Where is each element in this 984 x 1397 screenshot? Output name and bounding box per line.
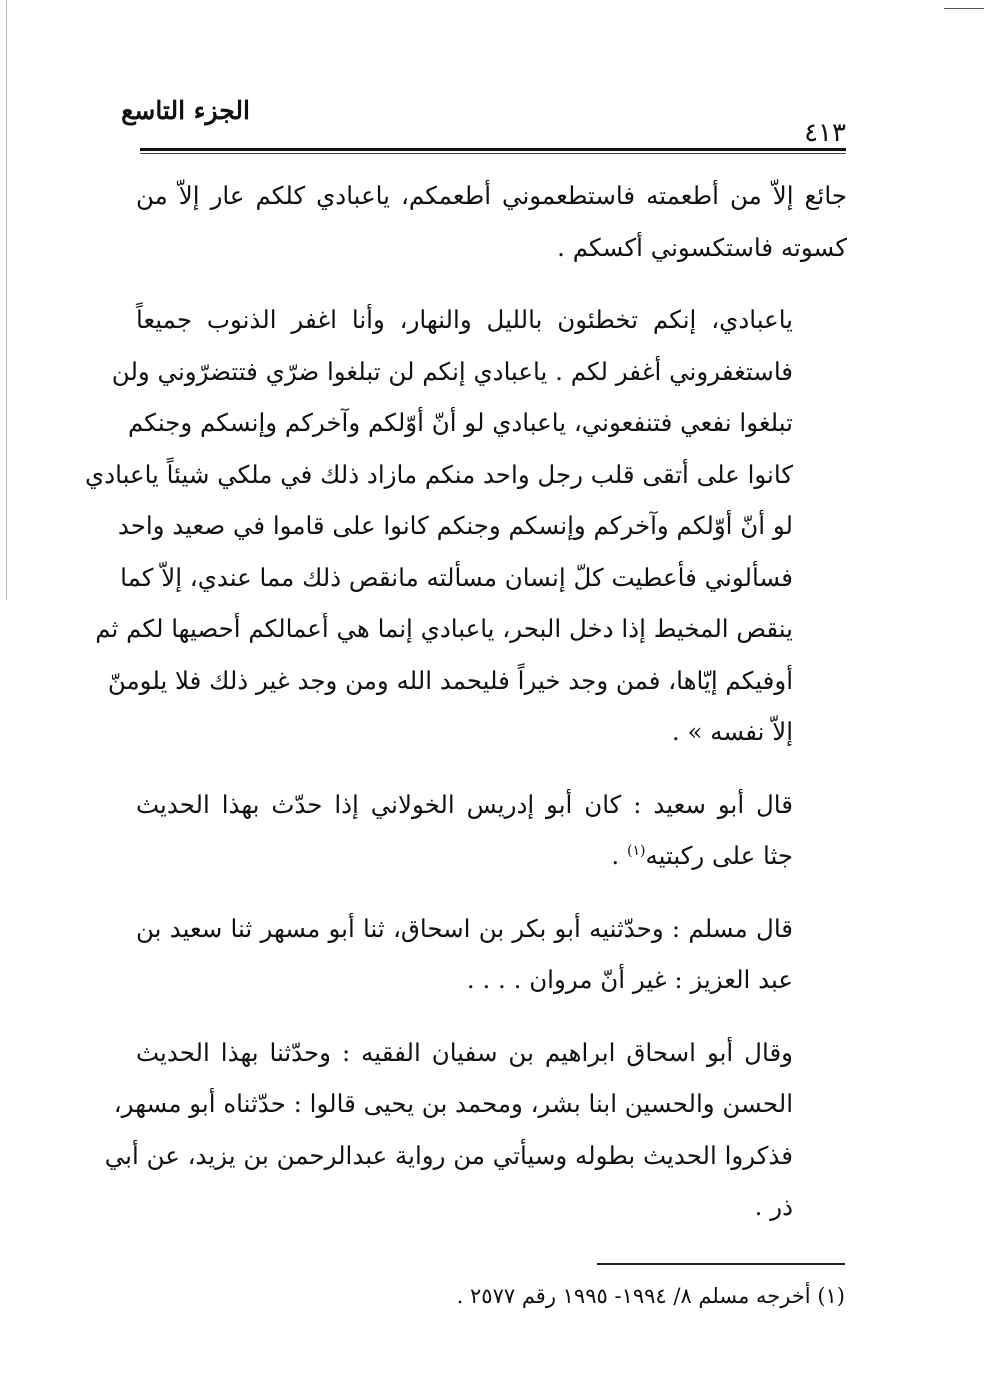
text-line	[136, 830, 847, 882]
paragraph-4	[136, 903, 847, 1006]
paragraph-5	[104, 1027, 847, 1233]
text-line: عبد العزيز : غير أنّ مروان . . . .	[466, 965, 793, 994]
text-line: ينقص المخيط إذا دخل البحر، ياعبادي إنما هي أعمالكم أحصيها لكم ثم	[95, 614, 793, 643]
text-line: إلاّ نفسه » .	[671, 717, 793, 746]
text-line: الحسن والحسين ابنا بشر، ومحمد بن يحيى قالوا : حدّثناه أبو مسهر،	[113, 1089, 793, 1118]
text-line: جائع إلاّ من أطعمته فاستطعموني أطعمكم، ياعبادي كلكم عار إلاّ من	[136, 181, 847, 210]
text-fragment: جثا على ركبتيه	[645, 841, 793, 870]
text-line: تبلغوا نفعي فتنفعوني، ياعبادي لو أنّ أوّلكم وآخركم وإنسكم وجنكم	[128, 408, 793, 437]
paragraph-3	[136, 779, 847, 882]
text-line: فذكروا الحديث بطوله وسيأتي من رواية عبدالرحمن بن يزيد، عن أبي	[104, 1140, 793, 1170]
footnote: (١) أخرجه مسلم ٨/ ١٩٩٤- ١٩٩٥ رقم ٢٥٧٧ .	[456, 1284, 845, 1308]
text-line: ذر .	[754, 1192, 793, 1221]
body-text	[85, 170, 847, 1233]
header-rule-thin	[140, 153, 846, 154]
paragraph-1	[136, 170, 847, 273]
text-line: كانوا على أتقى قلب رجل واحد منكم مازاد ذلك في ملكي شيئاً ياعبادي	[85, 459, 793, 489]
footnote-rule	[597, 1263, 845, 1265]
text-line: كسوته فاستكسوني أكسكم .	[557, 232, 847, 262]
text-line: فاستغفروني أغفر لكم . ياعبادي إنكم لن تبلغوا ضرّي فتتضرّوني ولن	[111, 356, 793, 386]
footnote-marker: (١)	[626, 842, 646, 859]
text-line: لو أنّ أوّلكم وآخركم وإنسكم وجنكم كانوا على قاموا في صعيد واحد	[117, 511, 793, 540]
text-fragment: .	[611, 841, 627, 870]
part-title: الجزء التاسع	[121, 96, 250, 125]
text-line: ياعبادي، إنكم تخطئون بالليل والنهار، وأنا اغفر الذنوب جميعاً	[136, 305, 793, 334]
text-line: أوفيكم إيّاها، فمن وجد خيراً فليحمد الله ومن وجد غير ذلك فلا يلومنّ	[107, 665, 793, 695]
header-rule	[140, 148, 846, 151]
page-number: ٤١٣	[804, 118, 846, 148]
running-header	[121, 88, 846, 158]
text-line: قال أبو سعيد : كان أبو إدريس الخولاني إذا حدّث بهذا الحديث	[136, 789, 793, 819]
text-line: فسألوني فأعطيت كلّ إنسان مسألته مانقص ذلك مما عندي، إلاّ كما	[120, 562, 793, 592]
text-line: قال مسلم : وحدّثنيه أبو بكر بن اسحاق، ثنا أبو مسهر ثنا سعيد بن	[136, 913, 793, 943]
text-line: وقال أبو اسحاق ابراهيم بن سفيان الفقيه : وحدّثنا بهذا الحديث	[136, 1037, 793, 1067]
paragraph-2	[85, 294, 847, 758]
